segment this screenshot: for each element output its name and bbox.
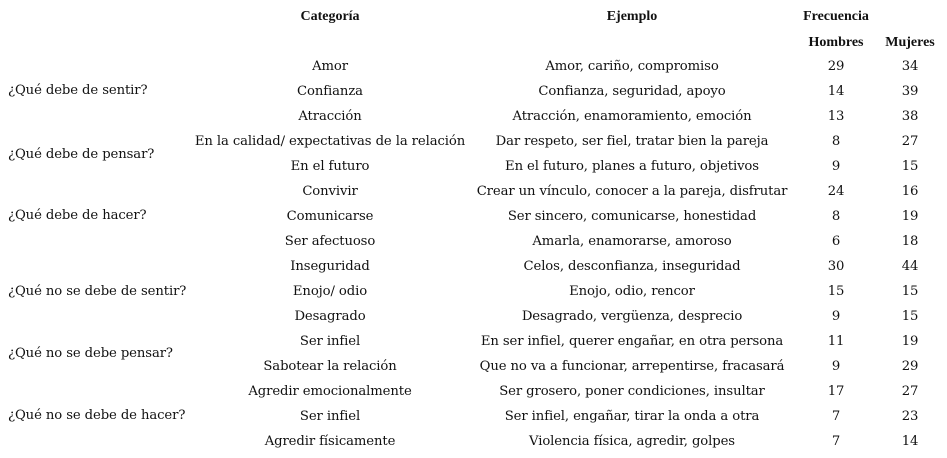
cell-categoria: Amor — [312, 59, 348, 74]
cell-hombres: 9 — [831, 359, 841, 374]
cell-categoria: Confianza — [297, 84, 363, 99]
cell-ejemplo: Celos, desconfianza, inseguridad — [523, 259, 741, 274]
cell-hombres: 29 — [827, 59, 845, 74]
cell-mujeres: 27 — [901, 384, 919, 399]
cell-mujeres: 14 — [901, 434, 919, 449]
cell-hombres: 6 — [831, 234, 841, 249]
cell-hombres: 9 — [831, 309, 841, 324]
cell-hombres: 7 — [831, 409, 841, 424]
cell-categoria: Sabotear la relación — [263, 359, 397, 374]
cell-ejemplo: Amarla, enamorarse, amoroso — [532, 234, 732, 249]
cell-hombres: 24 — [827, 184, 845, 199]
cell-categoria: Desagrado — [294, 309, 366, 324]
cell-categoria: Comunicarse — [286, 209, 374, 224]
header-categoria: Categoría — [300, 9, 360, 24]
group-label: ¿Qué no se debe de sentir? — [8, 284, 187, 299]
group-label: ¿Qué debe de hacer? — [8, 208, 147, 223]
cell-categoria: Agredir físicamente — [264, 434, 396, 449]
cell-hombres: 13 — [827, 109, 845, 124]
cell-ejemplo: En el futuro, planes a futuro, objetivos — [505, 159, 759, 174]
cell-categoria: Convivir — [302, 184, 358, 199]
cell-mujeres: 27 — [901, 134, 919, 149]
cell-hombres: 8 — [831, 209, 841, 224]
cell-mujeres: 15 — [901, 284, 919, 299]
cell-ejemplo: Confianza, seguridad, apoyo — [538, 84, 726, 99]
header-mujeres: Mujeres — [885, 35, 935, 50]
cell-ejemplo: Desagrado, vergüenza, desprecio — [521, 309, 743, 324]
cell-mujeres: 18 — [901, 234, 919, 249]
cell-mujeres: 19 — [901, 334, 919, 349]
cell-hombres: 30 — [827, 259, 845, 274]
cell-mujeres: 15 — [901, 309, 919, 324]
cell-ejemplo: Ser grosero, poner condiciones, insultar — [499, 384, 765, 399]
cell-categoria: Ser infiel — [299, 409, 361, 424]
cell-categoria: Inseguridad — [290, 259, 370, 274]
cell-categoria: En el futuro — [290, 159, 370, 174]
header-hombres: Hombres — [808, 35, 864, 50]
header-frecuencia: Frecuencia — [803, 9, 869, 24]
cell-hombres: 7 — [831, 434, 841, 449]
cell-ejemplo: Violencia física, agredir, golpes — [529, 434, 735, 449]
cell-ejemplo: En ser infiel, querer engañar, en otra persona — [480, 334, 784, 349]
cell-ejemplo: Ser sincero, comunicarse, honestidad — [507, 209, 757, 224]
cell-categoria: Atracción — [298, 109, 362, 124]
cell-hombres: 14 — [827, 84, 845, 99]
cell-mujeres: 16 — [901, 184, 919, 199]
group-label: ¿Qué no se debe pensar? — [8, 346, 173, 361]
cell-ejemplo: Enojo, odio, rencor — [569, 284, 695, 299]
cell-categoria: En la calidad/ expectativas de la relación — [194, 134, 466, 149]
cell-hombres: 11 — [827, 334, 845, 349]
cell-mujeres: 39 — [901, 84, 919, 99]
cell-ejemplo: Amor, cariño, compromiso — [545, 59, 719, 74]
cell-mujeres: 44 — [901, 259, 919, 274]
cell-mujeres: 23 — [901, 409, 919, 424]
cell-ejemplo: Que no va a funcionar, arrepentirse, fracasará — [479, 359, 785, 374]
cell-hombres: 17 — [827, 384, 845, 399]
cell-mujeres: 38 — [901, 109, 919, 124]
cell-mujeres: 15 — [901, 159, 919, 174]
cell-ejemplo: Crear un vínculo, conocer a la pareja, disfrutar — [476, 184, 788, 199]
group-label: ¿Qué debe de pensar? — [8, 147, 155, 162]
cell-categoria: Enojo/ odio — [292, 284, 368, 299]
cell-hombres: 8 — [831, 134, 841, 149]
cell-categoria: Ser infiel — [299, 334, 361, 349]
cell-mujeres: 19 — [901, 209, 919, 224]
group-label: ¿Qué no se debe de hacer? — [8, 408, 186, 423]
cell-categoria: Ser afectuoso — [284, 234, 376, 249]
cell-ejemplo: Dar respeto, ser fiel, tratar bien la pareja — [495, 134, 769, 149]
cell-categoria: Agredir emocionalmente — [248, 384, 412, 399]
cell-mujeres: 29 — [901, 359, 919, 374]
header-ejemplo: Ejemplo — [606, 9, 658, 24]
cell-hombres: 15 — [827, 284, 845, 299]
cell-mujeres: 34 — [901, 59, 919, 74]
group-label: ¿Qué debe de sentir? — [8, 83, 148, 98]
cell-hombres: 9 — [831, 159, 841, 174]
cell-ejemplo: Ser infiel, engañar, tirar la onda a otra — [504, 409, 760, 424]
cell-ejemplo: Atracción, enamoramiento, emoción — [512, 109, 752, 124]
